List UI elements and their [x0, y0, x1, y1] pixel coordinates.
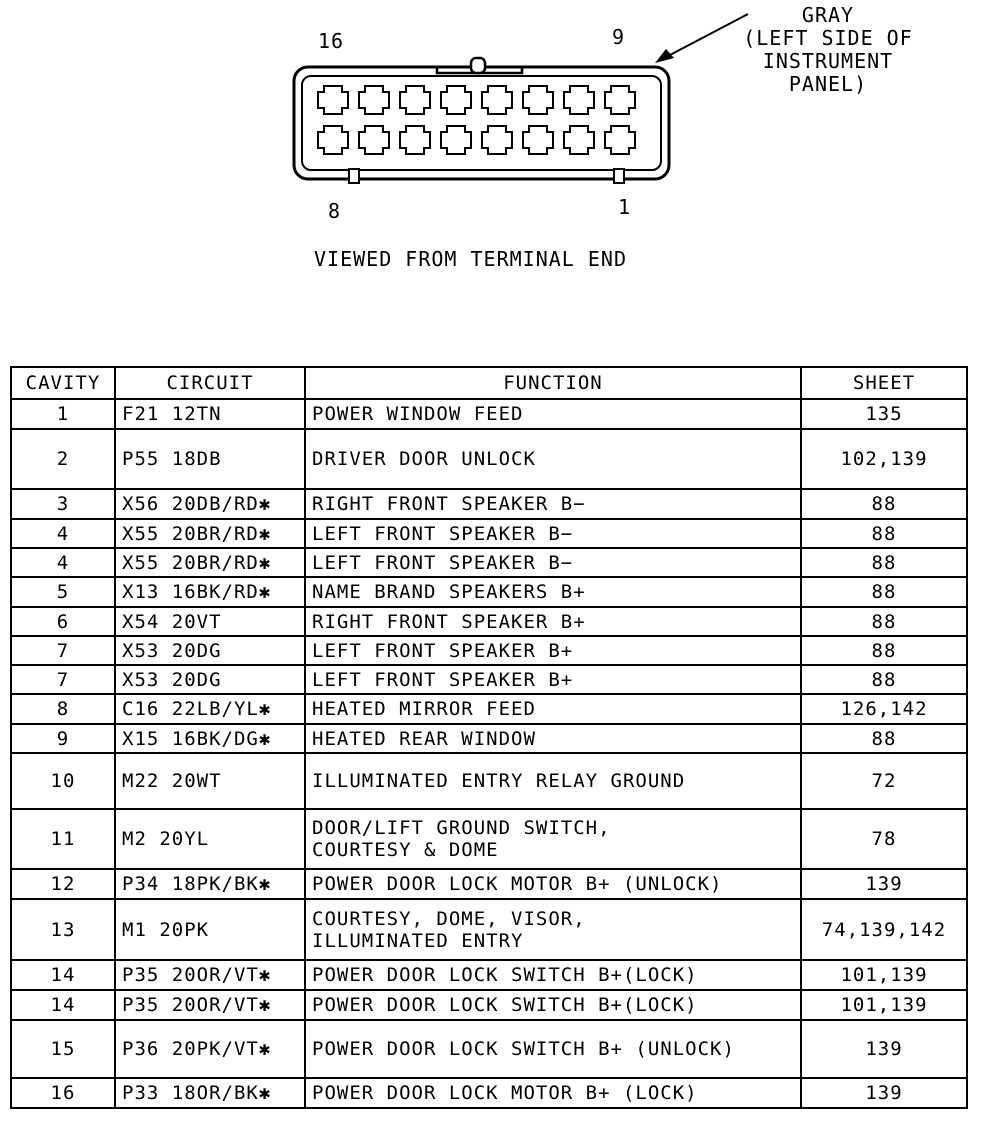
circuit-cell: F21 12TN: [115, 399, 305, 429]
cavity-label-8: 8: [328, 199, 342, 223]
sheet-cell: 135: [801, 399, 967, 429]
circuit-cell: P33 18OR/BK✱: [115, 1078, 305, 1108]
sheet-cell: 88: [801, 665, 967, 694]
sheet-cell: 88: [801, 489, 967, 519]
function-line: POWER DOOR LOCK SWITCH B+(LOCK): [312, 994, 698, 1016]
circuit-cell: M22 20WT: [115, 753, 305, 809]
cavity-cell: 9: [11, 724, 115, 753]
connector-bottom-key-right: [614, 169, 624, 183]
function-cell: [305, 899, 801, 960]
terminal-cavity: [605, 86, 635, 114]
cavity-cell: 14: [11, 990, 115, 1020]
terminal-cavity: [318, 86, 348, 114]
cavity-cell: 16: [11, 1078, 115, 1108]
function-cell: [305, 548, 801, 577]
color-note-line: INSTRUMENT: [762, 49, 894, 73]
circuit-cell: X13 16BK/RD✱: [115, 577, 305, 607]
cavity-cell: 15: [11, 1020, 115, 1078]
function-line: POWER DOOR LOCK MOTOR B+ (UNLOCK): [312, 873, 723, 895]
function-line: LEFT FRONT SPEAKER B−: [312, 522, 574, 545]
function-cell: [305, 665, 801, 694]
circuit-cell: X15 16BK/DG✱: [115, 724, 305, 753]
function-line: DOOR/LIFT GROUND SWITCH,: [312, 817, 611, 839]
sheet-cell: 139: [801, 1020, 967, 1078]
terminal-cavity: [318, 126, 348, 154]
circuit-cell: P35 20OR/VT✱: [115, 960, 305, 990]
connector-bottom-key-left: [349, 169, 359, 183]
function-cell: [305, 694, 801, 724]
function-cell: [305, 869, 801, 899]
function-line: POWER DOOR LOCK MOTOR B+ (LOCK): [312, 1082, 698, 1104]
color-note-line: (LEFT SIDE OF: [743, 26, 913, 50]
cavity-cell: 5: [11, 577, 115, 607]
function-cell: [305, 753, 801, 809]
function-line: COURTESY & DOME: [312, 839, 499, 861]
terminal-cavity: [400, 86, 430, 114]
header-function: FUNCTION: [305, 367, 801, 399]
function-cell: [305, 809, 801, 869]
cavity-cell: 3: [11, 489, 115, 519]
sheet-cell: 101,139: [801, 990, 967, 1020]
function-line: HEATED REAR WINDOW: [312, 727, 536, 750]
terminal-cavity: [605, 126, 635, 154]
cavity-cell: 11: [11, 809, 115, 869]
table-row: [11, 899, 967, 960]
table-row: [11, 694, 967, 724]
table-row: [11, 429, 967, 489]
pinout-table: [10, 366, 968, 1109]
function-line: POWER DOOR LOCK SWITCH B+ (UNLOCK): [312, 1038, 735, 1060]
header-sheet: SHEET: [801, 367, 967, 399]
circuit-cell: P36 20PK/VT✱: [115, 1020, 305, 1078]
circuit-cell: X55 20BR/RD✱: [115, 548, 305, 577]
sheet-cell: 126,142: [801, 694, 967, 724]
table-row: [11, 607, 967, 636]
terminal-cavity: [564, 126, 594, 154]
sheet-cell: 88: [801, 636, 967, 665]
function-line: LEFT FRONT SPEAKER B+: [312, 668, 574, 691]
function-cell: [305, 489, 801, 519]
function-line: RIGHT FRONT SPEAKER B+: [312, 610, 586, 633]
circuit-cell: P34 18PK/BK✱: [115, 869, 305, 899]
cavity-cell: 8: [11, 694, 115, 724]
circuit-cell: C16 22LB/YL✱: [115, 694, 305, 724]
sheet-cell: 139: [801, 869, 967, 899]
function-line: RIGHT FRONT SPEAKER B−: [312, 493, 586, 515]
color-note-line: PANEL): [788, 72, 868, 96]
table-header-row: [11, 367, 967, 399]
terminal-cavity: [523, 126, 553, 154]
view-caption: VIEWED FROM TERMINAL END: [314, 247, 627, 271]
color-note-line: GRAY: [801, 3, 855, 27]
function-cell: [305, 1078, 801, 1108]
sheet-cell: 101,139: [801, 960, 967, 990]
circuit-cell: X53 20DG: [115, 636, 305, 665]
function-cell: [305, 519, 801, 548]
cavity-label-9: 9: [612, 25, 626, 49]
sheet-cell: 88: [801, 577, 967, 607]
function-cell: [305, 990, 801, 1020]
table-row: [11, 724, 967, 753]
table-body: [11, 399, 967, 1108]
sheet-cell: 88: [801, 548, 967, 577]
table-row: [11, 665, 967, 694]
sheet-cell: 88: [801, 724, 967, 753]
table-row: [11, 1020, 967, 1078]
function-line: HEATED MIRROR FEED: [312, 698, 536, 720]
terminal-cavity: [523, 86, 553, 114]
table-row: [11, 809, 967, 869]
connector-inner-frame: [302, 76, 661, 170]
cavity-cell: 6: [11, 607, 115, 636]
table-row: [11, 990, 967, 1020]
cavity-cell: 2: [11, 429, 115, 489]
terminal-cavity: [359, 86, 389, 114]
table-row: [11, 753, 967, 809]
table-row: [11, 399, 967, 429]
terminal-cavities: [318, 86, 635, 154]
header-circuit: CIRCUIT: [115, 367, 305, 399]
cavity-cell: 7: [11, 636, 115, 665]
sheet-cell: 102,139: [801, 429, 967, 489]
table-row: [11, 548, 967, 577]
terminal-cavity: [482, 86, 512, 114]
function-line: COURTESY, DOME, VISOR,: [312, 907, 586, 930]
circuit-cell: X53 20DG: [115, 665, 305, 694]
cavity-cell: 10: [11, 753, 115, 809]
terminal-cavity: [359, 126, 389, 154]
cavity-cell: 7: [11, 665, 115, 694]
cavity-cell: 14: [11, 960, 115, 990]
table-row: [11, 577, 967, 607]
cavity-label-16: 16: [318, 29, 345, 53]
function-cell: [305, 577, 801, 607]
table-row: [11, 869, 967, 899]
cavity-cell: 12: [11, 869, 115, 899]
circuit-cell: M1 20PK: [115, 899, 305, 960]
leader-arrowhead: [655, 49, 674, 63]
function-cell: [305, 636, 801, 665]
cavity-cell: 1: [11, 399, 115, 429]
function-line: POWER DOOR LOCK SWITCH B+(LOCK): [312, 964, 698, 986]
function-line: ILLUMINATED ENTRY: [312, 929, 524, 952]
function-cell: [305, 724, 801, 753]
header-cavity: CAVITY: [11, 367, 115, 399]
function-cell: [305, 960, 801, 990]
circuit-cell: P55 18DB: [115, 429, 305, 489]
function-cell: [305, 399, 801, 429]
table-row: [11, 960, 967, 990]
table-row: [11, 636, 967, 665]
connector-color-note: [728, 4, 928, 96]
cavity-cell: 13: [11, 899, 115, 960]
connector-center-key: [471, 58, 485, 73]
function-line: NAME BRAND SPEAKERS B+: [312, 581, 586, 603]
terminal-cavity: [564, 86, 594, 114]
function-line: LEFT FRONT SPEAKER B−: [312, 551, 574, 574]
circuit-cell: X56 20DB/RD✱: [115, 489, 305, 519]
cavity-label-1: 1: [618, 195, 632, 219]
cavity-cell: 4: [11, 519, 115, 548]
function-cell: [305, 429, 801, 489]
circuit-cell: P35 20OR/VT✱: [115, 990, 305, 1020]
connector-housing: [294, 67, 669, 179]
function-line: DRIVER DOOR UNLOCK: [312, 448, 536, 470]
circuit-cell: M2 20YL: [115, 809, 305, 869]
terminal-cavity: [441, 126, 471, 154]
circuit-cell: X54 20VT: [115, 607, 305, 636]
table-row: [11, 489, 967, 519]
terminal-cavity: [482, 126, 512, 154]
sheet-cell: 78: [801, 809, 967, 869]
function-line: POWER WINDOW FEED: [312, 403, 524, 425]
cavity-cell: 4: [11, 548, 115, 577]
table-row: [11, 519, 967, 548]
table-row: [11, 1078, 967, 1108]
sheet-cell: 88: [801, 519, 967, 548]
function-cell: [305, 1020, 801, 1078]
terminal-cavity: [441, 86, 471, 114]
sheet-cell: 72: [801, 753, 967, 809]
circuit-cell: X55 20BR/RD✱: [115, 519, 305, 548]
terminal-cavity: [400, 126, 430, 154]
function-cell: [305, 607, 801, 636]
function-line: ILLUMINATED ENTRY RELAY GROUND: [312, 770, 686, 792]
sheet-cell: 74,139,142: [801, 899, 967, 960]
sheet-cell: 139: [801, 1078, 967, 1108]
function-line: LEFT FRONT SPEAKER B+: [312, 639, 574, 662]
sheet-cell: 88: [801, 607, 967, 636]
